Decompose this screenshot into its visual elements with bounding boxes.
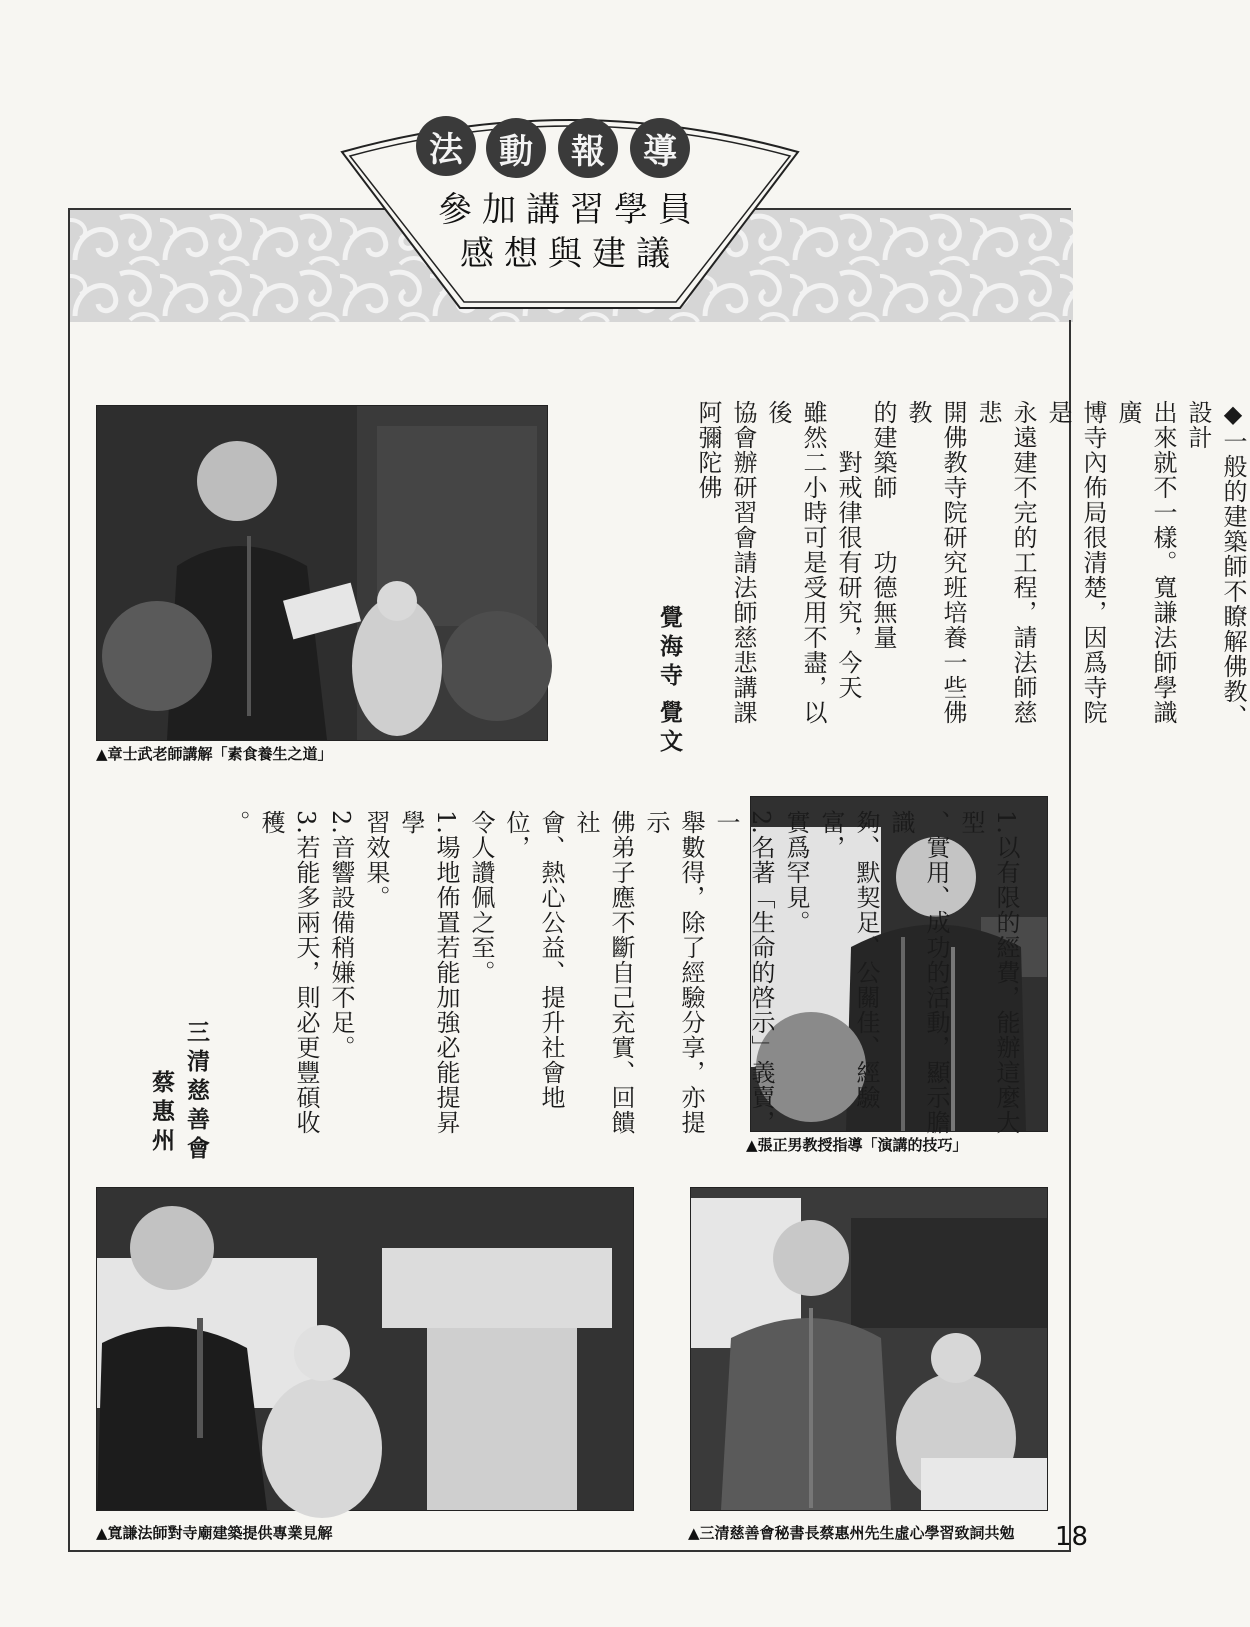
article-line: 習效果。 bbox=[362, 810, 390, 910]
article-line: 阿彌陀佛 bbox=[694, 400, 722, 500]
article-2-text bbox=[218, 810, 1023, 1140]
article-line: ◆一般的建築師不瞭解佛教、設計 bbox=[1184, 400, 1247, 729]
article-line: 令人讚佩之至。 bbox=[467, 810, 495, 985]
article-line: 開佛教寺院研究班培養一些佛教 bbox=[904, 400, 967, 725]
article-line: 2.音響設備稍嫌不足。 bbox=[327, 810, 355, 1060]
article-line: 出來就不一樣。寬謙法師學識廣 bbox=[1114, 400, 1177, 725]
photo-caption-2: ▲張正男教授指導「演講的技巧」 bbox=[746, 1136, 968, 1154]
article-line: 永遠建不完的工程，請法師慈悲 bbox=[974, 400, 1037, 725]
article-line: 夠、默契足、公關佳、經驗富， bbox=[817, 810, 880, 1110]
article-line: 。 bbox=[222, 810, 250, 835]
article-line: 2.名著「生命的啓示」義賣，一 bbox=[712, 810, 775, 1135]
photo-caption-4: ▲三清慈善會秘書長蔡惠州先生虛心學習致詞共勉 bbox=[688, 1524, 1015, 1542]
article-line: 1.以有限的經費，能辦這麼大型 bbox=[957, 810, 1020, 1135]
article-line: 實爲罕見。 bbox=[782, 810, 810, 935]
subtitle-line-2: 感想與建議 bbox=[460, 234, 680, 274]
author-name: 覺文 bbox=[656, 700, 683, 758]
subtitle-line-1: 參加講習學員 bbox=[438, 190, 702, 230]
page-number: 18 bbox=[1054, 1522, 1088, 1552]
photo-lecturer-1 bbox=[96, 405, 548, 741]
title-plaque bbox=[340, 100, 800, 310]
author-org: 覺海寺 bbox=[656, 605, 683, 692]
badge-char-2: 動 bbox=[486, 118, 546, 178]
photo-speaker-4 bbox=[690, 1187, 1048, 1511]
article-line: 協會辦研習會請法師慈悲講課 bbox=[729, 400, 757, 725]
badge-char-1: 法 bbox=[416, 116, 476, 176]
article-line: 舉數得，除了經驗分享，亦提示 bbox=[642, 810, 705, 1135]
article-line: 的建築師 功德無量 bbox=[869, 400, 897, 650]
article-line: 對戒律很有研究，今天 bbox=[834, 400, 862, 700]
article-line: 1.場地佈置若能加強必能提昇學 bbox=[397, 810, 460, 1135]
photo-speaker-3 bbox=[96, 1187, 634, 1511]
article-line: 會、熱心公益、提升社會地位， bbox=[502, 810, 565, 1110]
badge-char-3: 報 bbox=[558, 118, 618, 178]
article-line: 3.若能多兩天，則必更豐碩收穫 bbox=[257, 810, 320, 1135]
photo-caption-1: ▲章士武老師講解「素食養生之道」 bbox=[96, 745, 333, 763]
article-line: 博寺內佈局很清楚，因爲寺院是 bbox=[1044, 400, 1107, 725]
author-org: 三清慈善會 bbox=[183, 1020, 210, 1165]
article-line: 雖然二小時可是受用不盡，以後 bbox=[764, 400, 827, 725]
article-1-text bbox=[690, 400, 1250, 730]
author-name: 蔡惠州 bbox=[148, 1070, 175, 1157]
article-line: 佛弟子應不斷自己充實、回饋社 bbox=[572, 810, 635, 1135]
article-line: 、實用、成功的活動，顯示膽識 bbox=[887, 810, 950, 1135]
photo-caption-3: ▲寬謙法師對寺廟建築提供專業見解 bbox=[96, 1524, 333, 1542]
badge-char-4: 導 bbox=[630, 118, 690, 178]
